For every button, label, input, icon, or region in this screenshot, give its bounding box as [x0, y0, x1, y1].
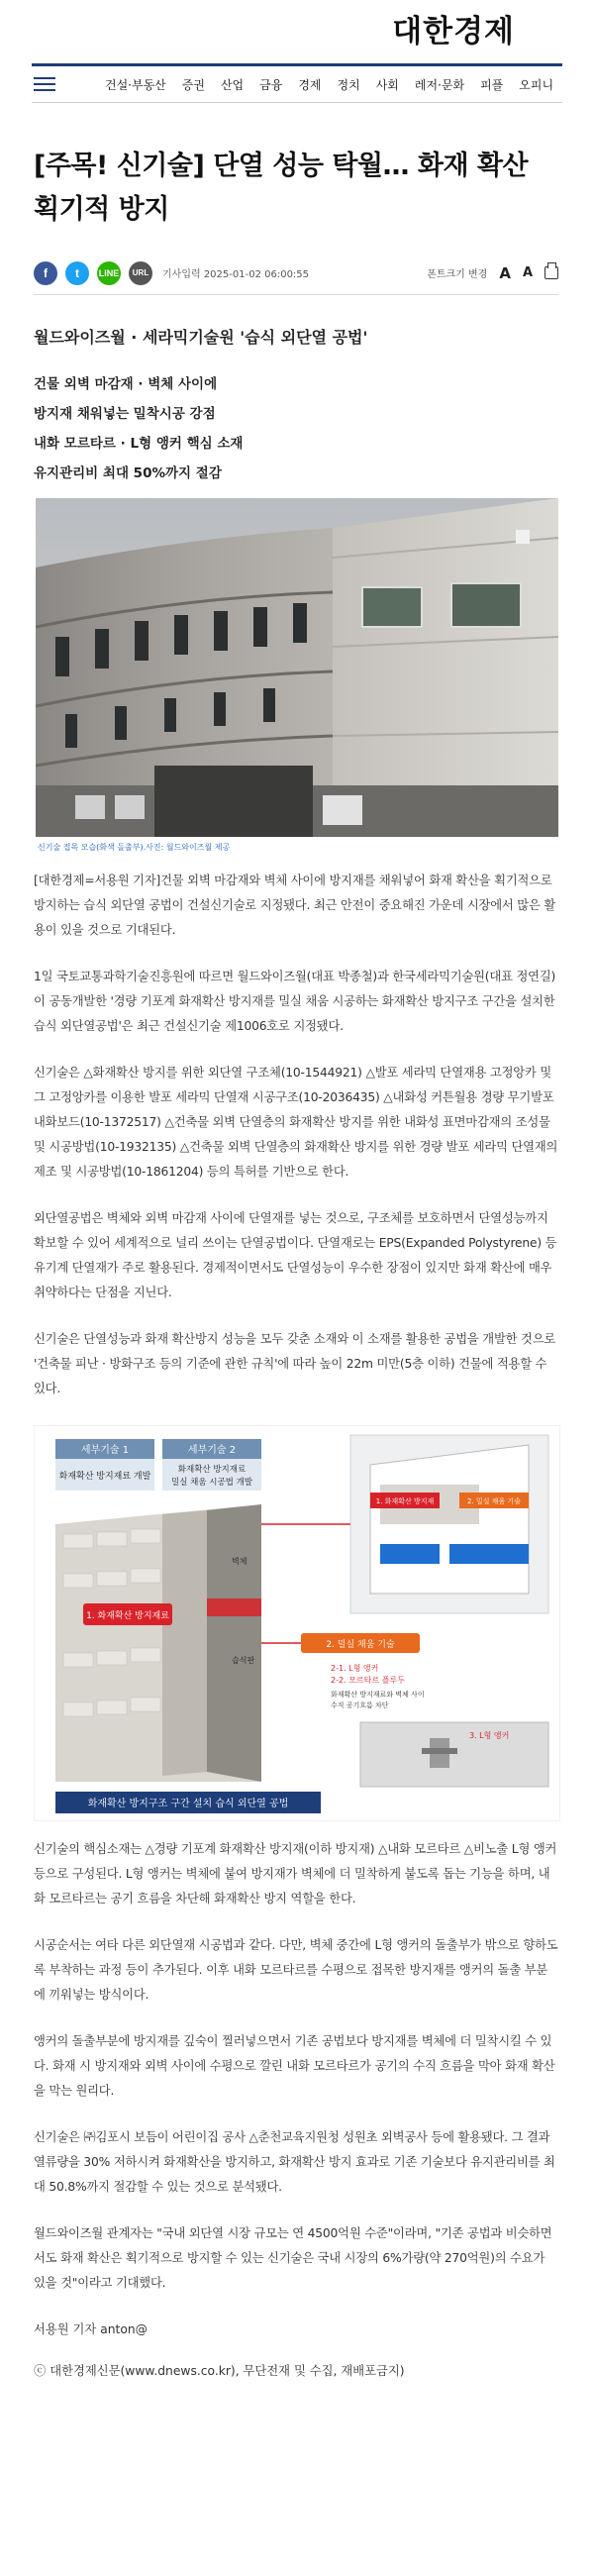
label-2-2: 2-2. 모르타르 플루두 [331, 1676, 405, 1685]
nav-item-industry[interactable]: 산업 [220, 77, 245, 92]
site-logo[interactable]: 대한경제 [392, 13, 515, 50]
nav-item-opinion[interactable]: 오피니 [519, 77, 554, 92]
article-title: [주목! 신기술] 단열 성능 탁월… 화재 확산 획기적 방지 [34, 151, 529, 225]
tab1-title: 세부기술 1 [80, 1445, 130, 1456]
article-photo [36, 498, 558, 837]
method-diagram-image [34, 1425, 560, 1821]
nav-item-construction[interactable]: 건설·부동산 [105, 77, 166, 92]
method-diagram [34, 1425, 560, 1821]
font-increase-button[interactable]: A [499, 263, 511, 282]
summary-line: 건물 외벽 마감재 · 벽체 사이에 [34, 376, 218, 392]
line-icon[interactable]: LINE [97, 261, 121, 285]
nav-item-leisure[interactable]: 레저·문화 [414, 77, 465, 92]
masthead [0, 0, 594, 55]
article-meta [34, 261, 558, 295]
font-decrease-button[interactable]: A [522, 265, 533, 280]
photo-caption: 신기술 접목 모습(화색 돌출부).사진: 월드와이즈월 제공 [38, 843, 231, 852]
article-paragraph: 시공순서는 여타 다른 외단열재 시공법과 같다. 다만, 벽체 중간에 L형 앵커의 돌출부가 밖으로 향하도록 부착하는 과정 등이 추가된다. 이후 내화 모르타르를 수평으로 접목한 방지재를 앵커의 돌출 부분에 끼워넣는 방식이다. [34, 1938, 558, 2002]
diagram-bottom-bar: 화재확산 방지구조 구간 설치 습식 외단열 공법 [87, 1799, 289, 1809]
building-photo-image [36, 498, 558, 837]
nav-item-stocks[interactable]: 증권 [181, 77, 205, 92]
article-summary [34, 369, 558, 488]
label-wall: 벽체 [232, 1557, 248, 1566]
print-icon[interactable] [544, 266, 558, 279]
article [0, 145, 594, 2379]
label-2-desc2: 수직 공기흐름 차단 [331, 1701, 389, 1709]
article-byline: 서용원 기자 anton@ [34, 2322, 148, 2336]
tab2-title: 세부기술 2 [187, 1445, 237, 1456]
label-2-1: 2-1. L형 앵커 [331, 1664, 379, 1673]
article-paragraph: 앵커의 돌출부분에 방지재를 깊숙이 찔러넣으면서 기존 공법보다 방지재를 벽체에 더 밀착시킬 수 있다. 화재 시 방지재와 외벽 사이에 수평으로 깔린 내화 모르타르가 공기의 수직 흐름을 막아 화재 확산을 막는 원리다. [34, 2034, 555, 2098]
tab1-text: 화재확산 방지재료 개발 [58, 1472, 151, 1482]
font-size-label: 폰트크기 변경 [427, 269, 488, 280]
main-nav [32, 63, 562, 103]
nav-item-people[interactable]: 피플 [480, 77, 504, 92]
nav-item-economy[interactable]: 경제 [298, 77, 322, 92]
url-copy-icon[interactable]: URL [129, 261, 152, 285]
article-paragraph: 1일 국토교통과학기술진흥원에 따르면 월드와이즈월(대표 박종철)과 한국세라믹기술원(대표 정연길)이 공동개발한 '경량 기포계 화재확산 방지재를 밀실 채움 시공하는 화재확산 방지구조 구간을 설치한 습식 외단열공법'은 최근 건설신기술 제1006호로 지정됐다. [34, 970, 556, 1033]
label-1: 1. 화재확산 방지재료 [86, 1611, 169, 1621]
article-copyright: ⓒ 대한경제신문(www.dnews.co.kr), 무단전재 및 수집, 재배포금지) [34, 2364, 405, 2378]
share-buttons [34, 261, 152, 285]
article-paragraph: 외단열공법은 벽체와 외벽 마감재 사이에 단열재를 넣는 것으로, 구조체를 보호하면서 단열성능까지 확보할 수 있어 세계적으로 널리 쓰이는 단열공법이다. 단열재로는 EPS(Expanded Polystyrene) 등 유기계 단열재가 주로 활용된다. 경제적이면서도 단열성능이 우수한 장점이 있지만 화재 확산에 매우 취약하다는 단점을 지닌다. [34, 1211, 557, 1299]
inset-label-2: 2. 밀실 채움 기술 [467, 1497, 521, 1505]
inset-label-1: 1. 화재확산 방지재 [375, 1497, 435, 1505]
tab2-text1: 화재확산 방지재료 [177, 1465, 247, 1475]
summary-line: 유지관리비 최대 50%까지 절감 [34, 465, 222, 481]
facebook-icon[interactable]: f [34, 261, 57, 285]
article-paragraph: 신기술은 단열성능과 화재 확산방지 성능을 모두 갖춘 소재와 이 소재를 활용한 공법을 개발한 것으로 '건축물 피난 · 방화구조 등의 기준에 관한 규칙'에 따라 높이 22m 미만(5층 이하) 건물에 적용할 수 있다. [34, 1332, 556, 1395]
summary-line: 방지재 채워넣는 밀착시공 강점 [34, 406, 216, 422]
label-2-desc1: 화재확산 방지재료와 벽체 사이 [331, 1691, 425, 1699]
twitter-icon[interactable]: t [65, 261, 89, 285]
summary-line: 내화 모르타르 · L형 앵커 핵심 소재 [34, 436, 244, 452]
nav-item-society[interactable]: 사회 [375, 77, 399, 92]
menu-icon[interactable] [34, 77, 55, 91]
article-paragraph: 신기술은 ㈜김포시 보듬이 어린이집 공사 △춘천교육지원청 성원초 외벽공사 등에 활용됐다. 그 결과 열류량을 30% 저하시켜 화재확산을 방지하고, 화재확산 방지 효과로 기존 기술보다 유지관리비를 최대 50.8%까지 절감할 수 있는 것으로 분석됐다. [34, 2130, 555, 2194]
article-paragraph: [대한경제=서용원 기자]건물 외벽 마감재와 벽체 사이에 방지재를 채워넣어 화재 확산을 획기적으로 방지하는 습식 외단열 공법이 건설신기술로 지정됐다. 최근 안전이 중요해진 가운데 시장에서 많은 활용이 있을 것으로 기대된다. [34, 874, 556, 937]
article-paragraph: 월드와이즈월 관계자는 "국내 외단열 시장 규모는 연 4500억원 수준"이라며, "기존 공법과 비슷하면서도 화재 확산은 획기적으로 방지할 수 있는 신기술은 국내 시장의 6%가량(약 270억원)의 수요가 있을 것"이라고 기대했다. [34, 2226, 552, 2290]
article-tools [427, 264, 558, 282]
article-paragraph: 신기술은 △화재확산 방지를 위한 외단열 구조체(10-1544921) △발포 세라믹 단열재용 고정앙카 및 그 고정앙카를 이용한 발포 세라믹 단열재 시공구조(10-2036435) △내화성 커튼월용 경량 무기발포 내화보드(10-1372517) △건축물 외벽 단열층의 화재확산 방지를 위한 내화성 표면마감재의 조성물 및 시공방법(10-1932135) △건축물 외벽 단열층의 화재확산 방지를 위한 경량 발포 세라믹 단열재의 제조 및 시공방법(10-1861204) 등의 특허를 기반으로 한다. [34, 1066, 558, 1179]
nav-item-politics[interactable]: 정치 [337, 77, 360, 92]
tab2-text2: 밀실 채움 시공법 개발 [170, 1478, 253, 1488]
article-date: 기사입력 2025-01-02 06:00:55 [162, 269, 310, 280]
inset-label-3: 3. L형 앵커 [469, 1731, 510, 1740]
label-2: 2. 밀실 채움 기술 [326, 1640, 395, 1650]
nav-item-finance[interactable]: 금융 [259, 77, 283, 92]
nav-items [97, 76, 561, 93]
article-subtitle: 월드와이즈월 · 세라믹기술원 '습식 외단열 공법' [34, 328, 368, 347]
article-paragraph: 신기술의 핵심소재는 △경량 기포계 화재확산 방지재(이하 방지재) △내화 모르타르 △비노출 L형 앵커 등으로 구성된다. L형 앵커는 벽체에 붙여 방지재가 벽체에 더 밀착하게 붙도록 돕는 기능을 하며, 내화 모르타르는 공기 흐름을 차단해 화재확산 방지 역할을 한다. [34, 1842, 557, 1906]
label-mortar: 습식판 [232, 1656, 255, 1665]
